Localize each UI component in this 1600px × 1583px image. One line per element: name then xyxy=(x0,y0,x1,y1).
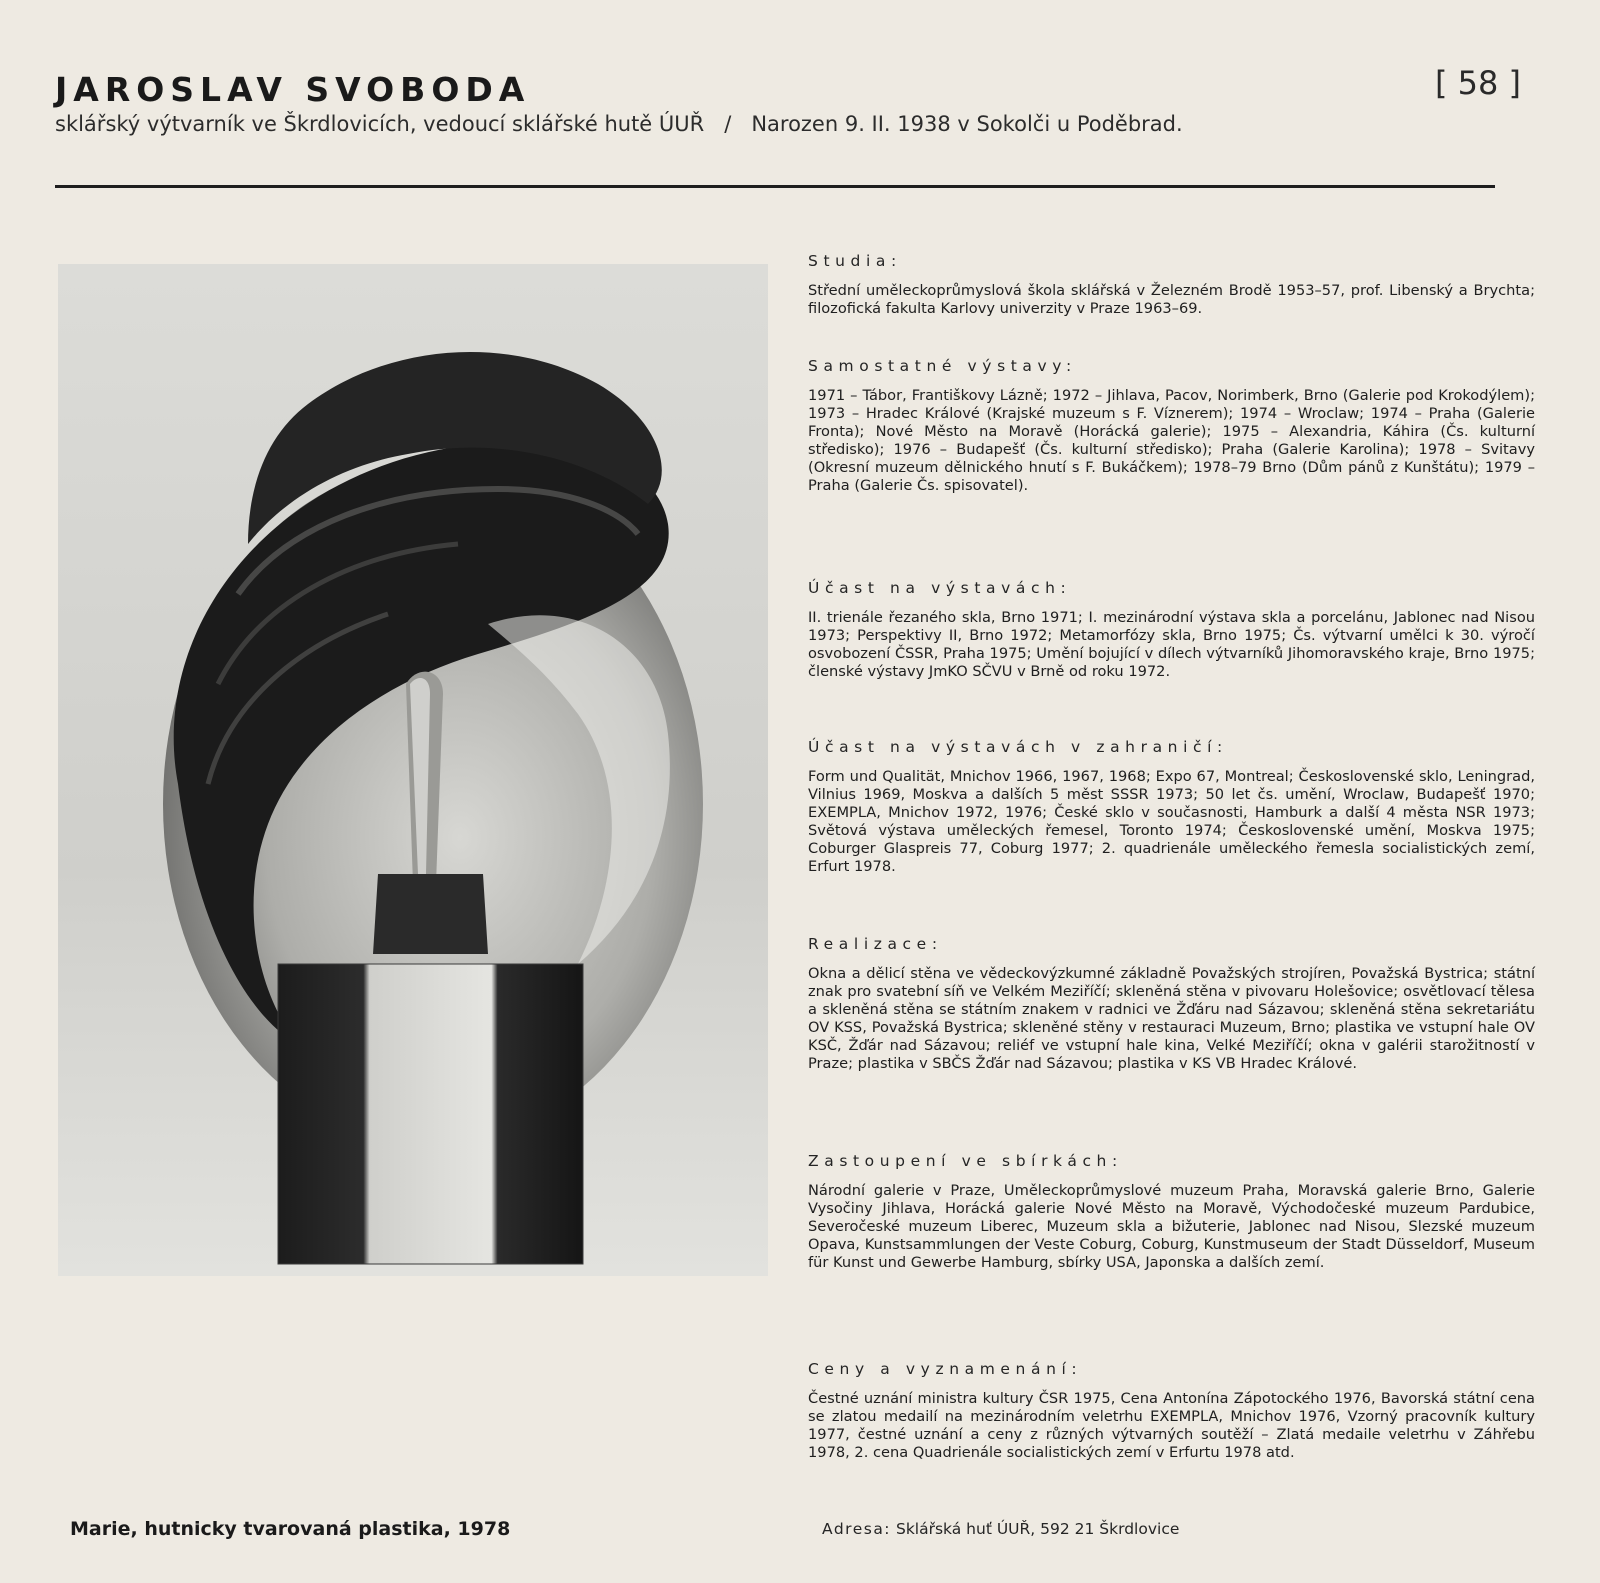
section-studia xyxy=(808,252,1535,318)
section-title: Zastoupení ve sbírkách: xyxy=(808,1152,1123,1170)
address xyxy=(822,1520,1179,1538)
section-body: II. trienále řezaného skla, Brno 1971; I. mezinárodní výstava skla a porcelánu, Jablonec nad Nisou 1973; Perspektivy II, Brno 1972; Metamorfózy skla, Brno 1975; Čs. výtvarní umělci k 30. výročí osvobození ČSSR, Praha 1975; Umění bojující v dílech výtvarníků Jihomoravského kraje, Brno 1975; členské výstavy JmKO SČVU v Brně od roku 1972. xyxy=(808,609,1535,680)
section-body: Form und Qualität, Mnichov 1966, 1967, 1968; Expo 67, Montreal; Československé sklo, Leningrad, Vilnius 1969, Moskva a dalších 5 měst SSSR 1973; 50 let čs. umění, Wroclaw, Budapešť 1970; EXEMPLA, Mnichov 1972, 1976; České sklo v současnosti, Hamburk a další 4 města NSR 1973; Světová výstava uměleckých řemesel, Toronto 1974; Československé umění, Moskva 1975; Coburger Glaspreis 77, Coburg 1977; 2. quadrienále uměleckého řemesla socialistických zemí, Erfurt 1978. xyxy=(808,768,1535,875)
section-body: 1971 – Tábor, Františkovy Lázně; 1972 – Jihlava, Pacov, Norimberk, Brno (Galerie pod Krokodýlem); 1973 – Hradec Králové (Krajské muzeum s F. Víznerem); 1974 – Wroclaw; 1974 – Praha (Galerie Fronta); Nové Město na Moravě (Horácká galerie); 1975 – Alexandria, Káhira (Čs. kulturní středisko); 1976 – Budapešť (Čs. kulturní středisko); Praha (Galerie Karolina); 1978 – Svitavy (Okresní muzeum dělnického hnutí s F. Bukáčkem); 1978–79 Brno (Dům pánů z Kunštátu); 1979 – Praha (Galerie Čs. spisovatel). xyxy=(808,387,1535,494)
section-ceny xyxy=(808,1360,1535,1462)
subtitle xyxy=(55,112,1555,136)
section-title: Studia: xyxy=(808,252,902,270)
section-zastoupeni xyxy=(808,1152,1535,1272)
subtitle-role: sklářský výtvarník ve Škrdlovicích, vedoucí sklářské hutě ÚUŘ xyxy=(55,112,705,136)
section-realizace xyxy=(808,935,1535,1073)
artwork-caption: Marie, hutnicky tvarovaná plastika, 1978 xyxy=(70,1518,511,1540)
section-body: Čestné uznání ministra kultury ČSR 1975, Cena Antonína Zápotockého 1976, Bavorská státní cena se zlatou medailí na mezinárodním veletrhu EXEMPLA, Mnichov 1976, Vzorný pracovník kultury 1977, čestné uznání a ceny z různých výtvarných soutěží – Zlatá medaile veletrhu v Záhřebu 1978, 2. cena Quadrienále socialistických zemí v Erfurtu 1978 atd. xyxy=(808,1390,1535,1461)
section-ucast-v-zahranici xyxy=(808,738,1535,876)
header-rule xyxy=(55,185,1495,188)
section-title: Účast na výstavách: xyxy=(808,579,1072,597)
section-title: Účast na výstavách v zahraničí: xyxy=(808,738,1228,756)
subtitle-separator: / xyxy=(724,112,732,136)
section-title: Ceny a vyznamenání: xyxy=(808,1360,1083,1378)
page-number: [ 58 ] xyxy=(1435,64,1522,102)
page-title: JAROSLAV SVOBODA xyxy=(55,70,531,109)
section-body: Okna a dělicí stěna ve vědeckovýzkumné základně Považských strojíren, Považská Bystrica; státní znak pro svatební síň ve Velkém Meziříčí; skleněná stěna v pivovaru Holešovice; osvětlovací tělesa a skleněná stěna se státním znakem v radnici ve Žďáru nad Sázavou; skleněná stěna sekretariátu OV KSS, Považská Bystrica; skleněné stěny v restauraci Muzeum, Brno; plastika ve vstupní hale OV KSČ, Žďár nad Sázavou; reliéf ve vstupní hale kina, Velké Meziříčí; okna v galérii starožitností v Praze; plastika v SBČS Žďár nad Sázavou; plastika v KS VB Hradec Králové. xyxy=(808,965,1535,1072)
address-value: Sklářská huť ÚUŘ, 592 21 Škrdlovice xyxy=(895,1520,1180,1538)
section-body: Střední uměleckoprůmyslová škola sklářská v Železném Brodě 1953–57, prof. Libenský a Brychta; filozofická fakulta Karlovy univerzity v Praze 1963–69. xyxy=(808,282,1535,317)
section-samostatne-vystavy xyxy=(808,357,1535,495)
subtitle-birth: Narozen 9. II. 1938 v Sokolči u Poděbrad. xyxy=(751,112,1183,136)
section-title: Realizace: xyxy=(808,935,943,953)
section-title: Samostatné výstavy: xyxy=(808,357,1077,375)
address-label: Adresa: xyxy=(822,1520,892,1538)
section-ucast-na-vystavach xyxy=(808,579,1535,681)
section-body: Národní galerie v Praze, Uměleckoprůmyslové muzeum Praha, Moravská galerie Brno, Galerie Vysočiny Jihlava, Horácká galerie Nové Město na Moravě, Východočeské muzeum Pardubice, Severočeské muzeum Liberec, Muzeum skla a bižuterie, Jablonec nad Nisou, Slezské muzeum Opava, Kunstsammlungen der Veste Coburg, Coburg, Kunstmuseum der Stadt Düsseldorf, Museum für Kunst und Gewerbe Hamburg, sbírky USA, Japonska a dalších zemí. xyxy=(808,1182,1535,1271)
artwork-photo xyxy=(58,264,768,1276)
